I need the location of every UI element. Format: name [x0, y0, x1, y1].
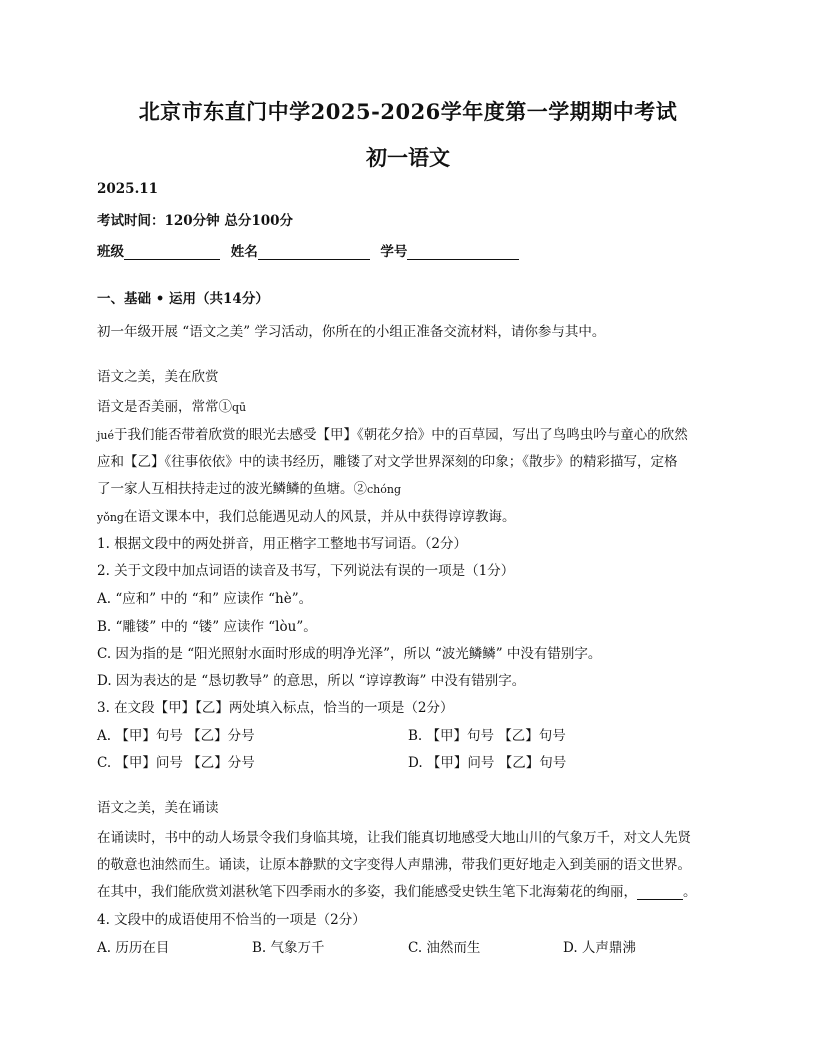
class-label: 班级 — [97, 244, 124, 260]
section-heading: 一、基础 • 运用（共14分） — [97, 291, 269, 307]
question-3: 3. 在文段【甲】【乙】两处填入标点，恰当的一项是（2分） — [97, 700, 454, 716]
question-4: 4. 文段中的成语使用不恰当的一项是（2分） — [97, 912, 366, 928]
question-1: 1. 根据文段中的两处拼音，用正楷字工整地书写词语。（2分） — [97, 536, 468, 552]
option-4a: A. 历历在目 — [97, 940, 170, 956]
answer-blank[interactable] — [637, 886, 683, 900]
student-info-row — [97, 240, 519, 260]
passage-line: 了一家人互相扶持走过的波光鳞鳞的鱼塘。②chóng — [97, 481, 401, 497]
passage-line: jué于我们能否带着欣赏的眼光去感受【甲】《朝花夕拾》中的百草园，写出了鸟鸣虫吟与童心的欣然 — [97, 427, 688, 443]
student-id-field[interactable] — [407, 245, 519, 260]
pinyin-2a: chóng — [367, 483, 401, 496]
class-field[interactable] — [124, 245, 220, 260]
passage-line: 应和【乙】《往事依依》中的读书经历，雕镂了对文学世界深刻的印象；《散步》的精彩描写，定格 — [97, 454, 678, 470]
option-2c: C. 因为指的是 “阳光照射水面时形成的明净光泽”，所以 “波光鳞鳞” 中没有错别字。 — [97, 646, 602, 662]
option-4c: C. 油然而生 — [408, 940, 481, 956]
pinyin-2b: yǒng — [97, 511, 124, 524]
option-2a: A. “应和” 中的 “和” 应读作 “hè”。 — [97, 591, 313, 607]
passage-line: 在其中，我们能欣赏刘湛秋笔下四季雨水的多姿，我们能感受史铁生笔下北海菊花的绚丽， 。 — [97, 884, 697, 900]
name-label: 姓名 — [230, 244, 258, 260]
option-row — [97, 724, 717, 744]
option-4b: B. 气象万千 — [252, 940, 325, 956]
student-id-label: 学号 — [380, 244, 408, 260]
part1-heading: 语文之美，美在欣赏 — [97, 369, 219, 385]
passage-line: 在诵读时，书中的动人场景令我们身临其境，让我们能真切地感受大地山川的气象万千，对文人先贤 — [97, 830, 691, 846]
option-3b: B. 【甲】句号 【乙】句号 — [408, 728, 566, 744]
pinyin-1a: qū — [232, 401, 247, 414]
option-4d: D. 人声鼎沸 — [563, 940, 636, 956]
part2-heading: 语文之美，美在诵读 — [97, 800, 219, 816]
name-field[interactable] — [258, 245, 370, 260]
exam-date: 2025.11 — [97, 181, 159, 197]
section-intro: 初一年级开展 “语文之美” 学习活动，你所在的小组正准备交流材料，请你参与其中。 — [97, 324, 606, 340]
option-3c: C. 【甲】问号 【乙】分号 — [97, 755, 255, 771]
option-3d: D. 【甲】问号 【乙】句号 — [408, 755, 567, 771]
option-3a: A. 【甲】句号 【乙】分号 — [97, 728, 255, 744]
exam-subtitle: 初一语文 — [366, 145, 450, 170]
exam-title: 北京市东直门中学2025-2026学年度第一学期期中考试 — [138, 99, 678, 124]
pinyin-1b: jué — [97, 429, 115, 442]
question-2: 2. 关于文段中加点词语的读音及书写，下列说法有误的一项是（1分） — [97, 563, 515, 579]
option-2d: D. 因为表达的是 “恳切教导” 的意思，所以 “谆谆教诲” 中没有错别字。 — [97, 673, 526, 689]
passage-line: yǒng在语文课本中，我们总能遇见动人的风景，并从中获得谆谆教诲。 — [97, 509, 516, 525]
passage-line: 语文是否美丽，常常①qū — [97, 399, 247, 415]
option-row — [97, 751, 717, 771]
option-2b: B. “雕镂” 中的 “镂” 应读作 “lòu”。 — [97, 619, 317, 635]
exam-info: 考试时间：120分钟 总分100分 — [97, 213, 294, 229]
passage-line: 的敬意也油然而生。诵读，让原本静默的文字变得人声鼎沸，带我们更好地走入到美丽的语文世界。 — [97, 857, 691, 873]
